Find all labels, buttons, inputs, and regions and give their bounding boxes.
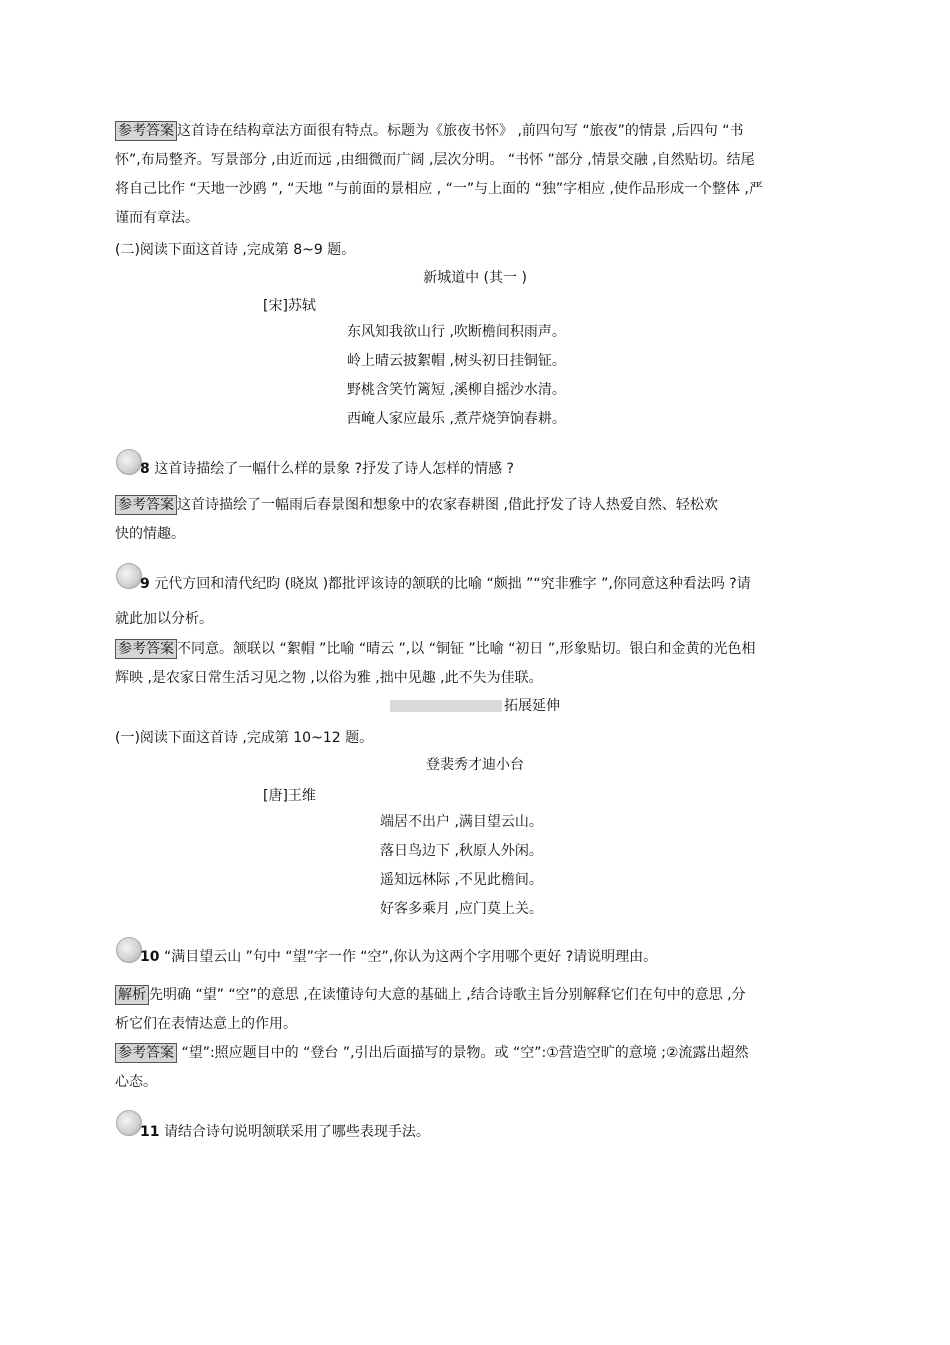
answer-label: 参考答案	[115, 121, 177, 141]
analysis-line: 解析 先明确 “望” “空”的意思 ,在读懂诗句大意的基础上 ,结合诗歌主旨分别解释它们在句中的意思 ,分	[115, 985, 746, 1005]
question-11	[140, 1122, 430, 1142]
analysis-line: 析它们在表情达意上的作用。	[115, 1016, 297, 1032]
question-text: 这首诗描绘了一幅什么样的景象 ?抒发了诗人怎样的情感 ?	[154, 461, 514, 477]
answer-line: 怀”,布局整齐。写景部分 ,由近而远 ,由细微而广阔 ,层次分明。 “书怀 ”部分 ,情景交融 ,自然贴切。结尾	[115, 152, 755, 168]
answer-line: 辉映 ,是农家日常生活习见之物 ,以俗为雅 ,拙中见趣 ,此不失为佳联。	[115, 670, 543, 686]
question-number: 10	[140, 949, 160, 965]
poem-line: 落日鸟边下 ,秋原人外闲。	[380, 843, 543, 859]
question-number: 9	[140, 576, 150, 592]
question-text: 就此加以分析。	[115, 611, 213, 627]
question-marker-icon	[116, 449, 142, 475]
poem-title: 新城道中 (其一 )	[423, 270, 527, 286]
question-text: 请结合诗句说明颔联采用了哪些表现手法。	[163, 1124, 430, 1140]
poem-line: 端居不出户 ,满目望云山。	[380, 814, 543, 830]
reading-intro: (二)阅读下面这首诗 ,完成第 8~9 题。	[115, 242, 356, 258]
analysis-label: 解析	[115, 985, 149, 1005]
poem-line: 遥知远林际 ,不见此檐间。	[380, 872, 543, 888]
question-text: 元代方回和清代纪昀 (晓岚 )都批评该诗的颔联的比喻 “颇拙 ”“究非雅字 ”,你同意这种看法吗 ?请	[154, 576, 751, 592]
section-heading: 拓展延伸	[0, 696, 950, 716]
poem-line: 东风知我欲山行 ,吹断檐间积雨声。	[347, 324, 566, 340]
poem-line: 岭上晴云披絮帽 ,树头初日挂铜钲。	[347, 353, 566, 369]
poem-line: 好客多乘月 ,应门莫上关。	[380, 901, 543, 917]
question-marker-icon	[116, 937, 142, 963]
answer-line: 参考答案 不同意。颔联以 “絮帽 ”比喻 “晴云 ”,以 “铜钲 ”比喻 “初日 ”,形象贴切。银白和金黄的光色相	[115, 639, 756, 659]
question-marker-icon	[116, 1110, 142, 1136]
poem-title: 登裴秀才迪小台	[426, 757, 524, 773]
reading-intro: (一)阅读下面这首诗 ,完成第 10~12 题。	[115, 730, 374, 746]
answer-label: 参考答案	[115, 639, 177, 659]
answer-line: 参考答案 这首诗描绘了一幅雨后春景图和想象中的农家春耕图 ,借此抒发了诗人热爱自然、轻松欢	[115, 495, 718, 515]
heading-bar	[390, 700, 502, 712]
question-8	[140, 459, 514, 479]
answer-line: 参考答案 这首诗在结构章法方面很有特点。标题为《旅夜书怀》 ,前四句写 “旅夜”的情景 ,后四句 “书	[115, 121, 743, 141]
question-number: 11	[140, 1124, 160, 1140]
question-text: “满目望云山 ”句中 “望”字一作 “空”,你认为这两个字用哪个更好 ?请说明理由。	[163, 949, 658, 965]
poem-author: [宋]苏轼	[263, 298, 316, 314]
answer-line: 将自己比作 “天地一沙鸥 ”, “天地 ”与前面的景相应 , “一”与上面的 “独”字相应 ,使作品形成一个整体 ,严	[115, 181, 763, 197]
answer-line: 参考答案 “望”:照应题目中的 “登台 ”,引出后面描写的景物。或 “空”:①营造空旷的意境 ;②流露出超然	[115, 1043, 748, 1063]
answer-label: 参考答案	[115, 1043, 177, 1063]
question-number: 8	[140, 461, 150, 477]
answer-line: 心态。	[115, 1074, 157, 1090]
answer-line: 谨而有章法。	[115, 210, 199, 226]
poem-line: 野桃含笑竹篱短 ,溪柳自摇沙水清。	[347, 382, 566, 398]
poem-line: 西崦人家应最乐 ,煮芹烧笋饷春耕。	[347, 411, 566, 427]
answer-line: 快的情趣。	[115, 526, 185, 542]
answer-label: 参考答案	[115, 495, 177, 515]
question-9	[140, 574, 751, 594]
poem-author: [唐]王维	[263, 788, 316, 804]
question-10	[140, 947, 657, 967]
question-marker-icon	[116, 563, 142, 589]
